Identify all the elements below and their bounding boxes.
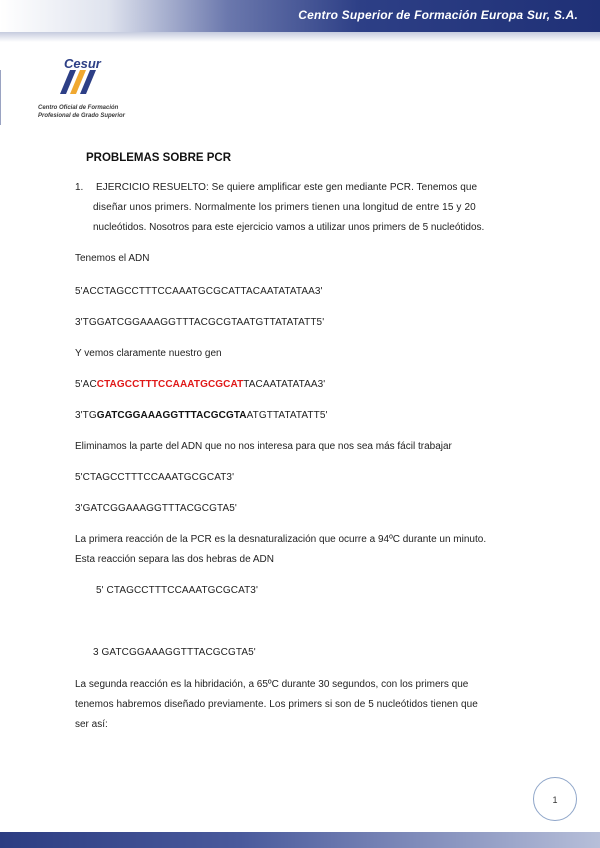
page-number-badge <box>533 777 577 821</box>
trimmed-sequence-top: 5'CTAGCCTTTCCAAATGCGCAT3' <box>75 472 235 483</box>
dna-sequence-top: 5'ACCTAGCCTTTCCAAATGCGCATTACAATATATAA3' <box>75 286 323 297</box>
gene-top-highlight: CTAGCCTTTCCAAATGCGCAT <box>96 379 244 390</box>
exercise-line-1: EJERCICIO RESUELTO: Se quiere amplificar este gen mediante PCR. Tenemos que <box>96 182 478 193</box>
hybridization-line-1: La segunda reacción es la hibridación, a 65ºC durante 30 segundos, con los primers que <box>75 679 469 690</box>
exercise-number: 1. <box>75 182 84 193</box>
gene-sequence-top <box>75 375 325 395</box>
cesur-logo <box>30 50 170 125</box>
header-band-shadow <box>0 32 600 42</box>
logo-tagline-line2: Profesional de Grado Superior <box>38 113 126 119</box>
denaturation-line-2: Esta reacción separa las dos hebras de ADN <box>75 554 274 565</box>
page-number: 1 <box>552 795 558 805</box>
gene-bottom-suffix: ATGTTATATATT5' <box>246 410 328 421</box>
tenemos-adn-text: Tenemos el ADN <box>75 253 150 264</box>
page-title: PROBLEMAS SOBRE PCR <box>86 152 232 164</box>
dna-sequence-bottom: 3'TGGATCGGAAAGGTTTACGCGTAATGTTATATATT5' <box>75 317 325 328</box>
logo-wordmark: Cesur <box>64 56 101 71</box>
exercise-line-2: diseñar unos primers. Normalmente los primers tienen una longitud de entre 15 y 20 <box>93 202 476 213</box>
logo-tagline-line1: Centro Oficial de Formación <box>38 105 119 111</box>
trimmed-sequence-bottom: 3'GATCGGAAAGGTTTACGCGTA5' <box>75 503 237 514</box>
exercise-line-3: nucleótidos. Nosotros para este ejercicio vamos a utilizar unos primers de 5 nucleótidos. <box>93 222 485 233</box>
footer-band <box>0 832 600 848</box>
denaturation-line-1: La primera reacción de la PCR es la desnaturalización que ocurre a 94ºC durante un minuto. <box>75 534 487 545</box>
gene-top-suffix: TACAATATATAA3' <box>243 379 326 390</box>
logo-divider <box>0 70 1 125</box>
vemos-gen-text: Y vemos claramente nuestro gen <box>75 348 222 359</box>
gene-sequence-bottom <box>75 406 328 426</box>
eliminamos-text: Eliminamos la parte del ADN que no nos interesa para que nos sea más fácil trabajar <box>75 441 452 452</box>
hybridization-line-3: ser así: <box>75 719 108 730</box>
gene-top-prefix: 5'AC <box>75 379 97 390</box>
header-title: Centro Superior de Formación Europa Sur, S.A. <box>298 8 578 22</box>
gene-bottom-highlight: GATCGGAAAGGTTTACGCGTA <box>96 410 247 421</box>
gene-bottom-prefix: 3'TG <box>75 410 97 421</box>
separated-strand-bottom: 3 GATCGGAAAGGTTTACGCGTA5' <box>93 647 256 658</box>
hybridization-line-2: tenemos habremos diseñado previamente. Los primers si son de 5 nucleótidos tienen que <box>75 699 478 710</box>
separated-strand-top: 5' CTAGCCTTTCCAAATGCGCAT3' <box>96 585 258 596</box>
